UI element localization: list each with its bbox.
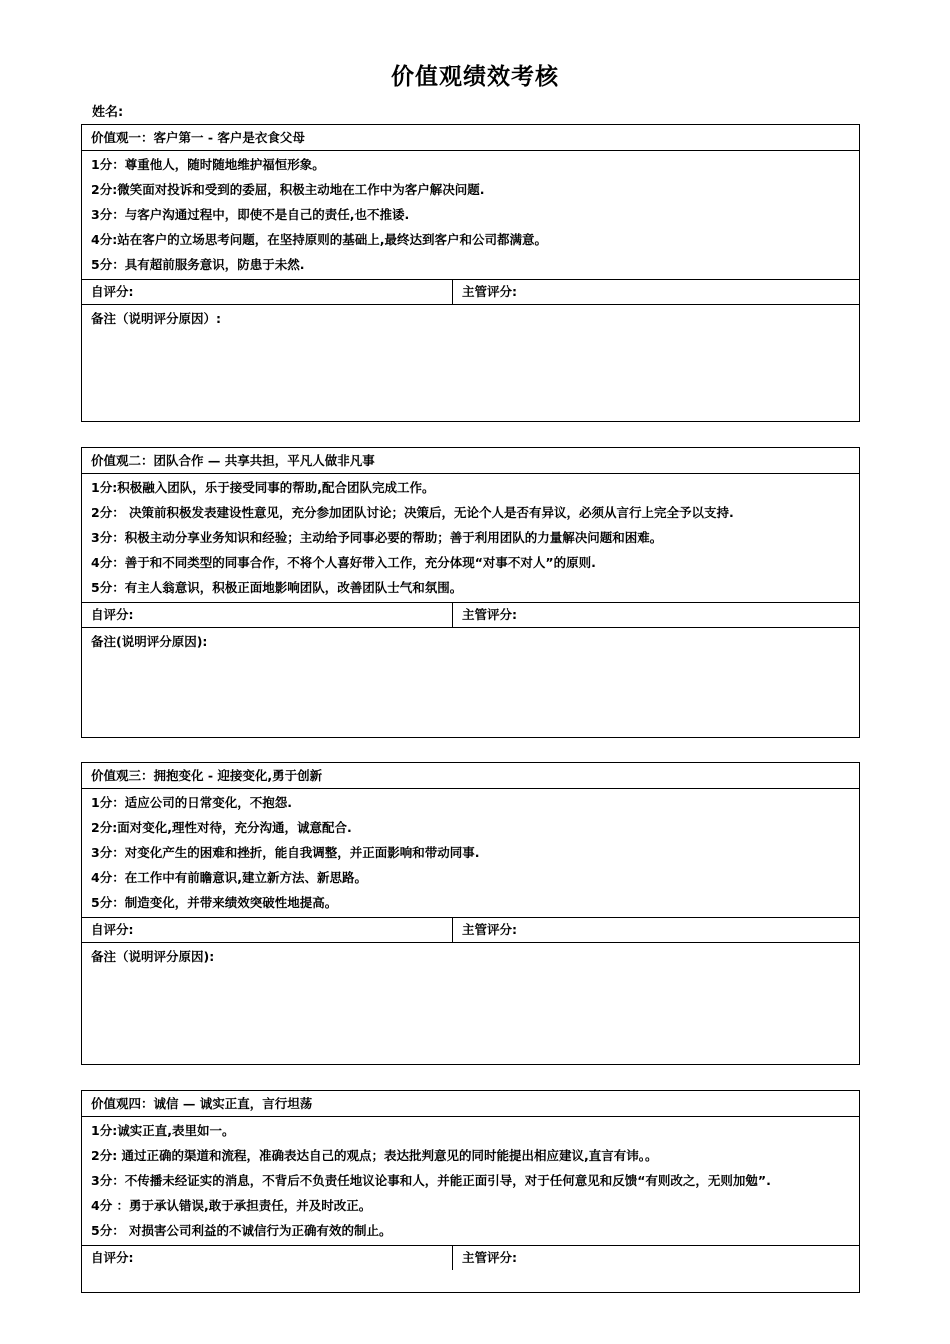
self-score-field[interactable]: 自评分: — [82, 918, 453, 942]
section-header: 价值观二：团队合作 — 共享共担，平凡人做非凡事 — [82, 448, 859, 474]
value-section-customer-first — [81, 124, 860, 422]
score-row — [82, 603, 859, 627]
manager-score-field[interactable]: 主管评分: — [462, 607, 517, 622]
criterion-2: 2分:微笑面对投诉和受到的委屈，积极主动地在工作中为客户解决问题. — [91, 182, 485, 197]
manager-score-field[interactable]: 主管评分: — [462, 284, 517, 299]
criterion-4: 4分:站在客户的立场思考问题，在坚持原则的基础上,最终达到客户和公司都满意。 — [91, 232, 547, 247]
page-title: 价值观绩效考核 — [391, 64, 559, 90]
value-section-teamwork — [81, 447, 860, 738]
self-score-field[interactable]: 自评分: — [82, 1246, 453, 1270]
score-row — [82, 1246, 859, 1270]
criterion-1: 1分:积极融入团队，乐于接受同事的帮助,配合团队完成工作。 — [91, 480, 435, 495]
criterion-4: 4分 ：勇于承认错误,敢于承担责任，并及时改正。 — [91, 1198, 372, 1213]
value-section-embrace-change — [81, 762, 860, 1065]
criterion-2: 2分： 决策前积极发表建设性意见，充分参加团队讨论；决策后，无论个人是否有异议，必须从言行上完全予以支持. — [91, 505, 734, 520]
self-score-field[interactable]: 自评分: — [82, 280, 453, 304]
criterion-1: 1分:诚实正直,表里如一。 — [91, 1123, 235, 1138]
manager-score-field[interactable]: 主管评分: — [462, 922, 517, 937]
remarks-field[interactable]: 备注(说明评分原因): — [82, 627, 859, 740]
name-field-label: 姓名: — [92, 105, 124, 120]
criterion-3: 3分：对变化产生的困难和挫折，能自我调整，并正面影响和带动同事. — [91, 845, 480, 860]
criterion-2: 2分: 通过正确的渠道和流程，准确表达自己的观点；表达批判意见的同时能提出相应建议,直言有讳。。 — [91, 1148, 658, 1163]
score-row — [82, 918, 859, 942]
criterion-1: 1分：尊重他人，随时随地维护福恒形象。 — [91, 157, 325, 172]
section-header: 价值观四：诚信 — 诚实正直，言行坦荡 — [82, 1091, 859, 1117]
score-row — [82, 280, 859, 304]
criterion-5: 5分： 对损害公司利益的不诚信行为正确有效的制止。 — [91, 1223, 392, 1238]
self-score-field[interactable]: 自评分: — [82, 603, 453, 627]
criterion-4: 4分：在工作中有前瞻意识,建立新方法、新思路。 — [91, 870, 367, 885]
criteria-list — [82, 151, 859, 280]
section-header: 价值观三：拥抱变化 - 迎接变化,勇于创新 — [82, 763, 859, 789]
criterion-1: 1分：适应公司的日常变化，不抱怨. — [91, 795, 292, 810]
value-section-integrity — [81, 1090, 860, 1293]
criteria-list — [82, 1117, 859, 1246]
criterion-3: 3分：积极主动分享业务知识和经验；主动给予同事必要的帮助；善于利用团队的力量解决问题和困难。 — [91, 530, 663, 545]
remarks-field[interactable]: 备注（说明评分原因): — [82, 942, 859, 1067]
remarks-field[interactable]: 备注（说明评分原因）: — [82, 304, 859, 425]
criterion-4: 4分：善于和不同类型的同事合作，不将个人喜好带入工作，充分体现“对事不对人”的原则. — [91, 555, 596, 570]
criterion-5: 5分：有主人翁意识，积极正面地影响团队，改善团队士气和氛围。 — [91, 580, 463, 595]
criterion-5: 5分：制造变化，并带来绩效突破性地提高。 — [91, 895, 338, 910]
criterion-3: 3分：不传播未经证实的消息，不背后不负责任地议论事和人，并能正面引导，对于任何意见和反馈“有则改之，无则加勉”. — [91, 1173, 771, 1188]
manager-score-field[interactable]: 主管评分: — [462, 1250, 517, 1265]
criterion-2: 2分:面对变化,理性对待，充分沟通，诚意配合. — [91, 820, 352, 835]
criterion-5: 5分：具有超前服务意识，防患于未然. — [91, 257, 305, 272]
section-header: 价值观一：客户第一 - 客户是衣食父母 — [82, 125, 859, 151]
criteria-list — [82, 474, 859, 603]
criteria-list — [82, 789, 859, 918]
criterion-3: 3分：与客户沟通过程中，即使不是自己的责任,也不推诿. — [91, 207, 410, 222]
